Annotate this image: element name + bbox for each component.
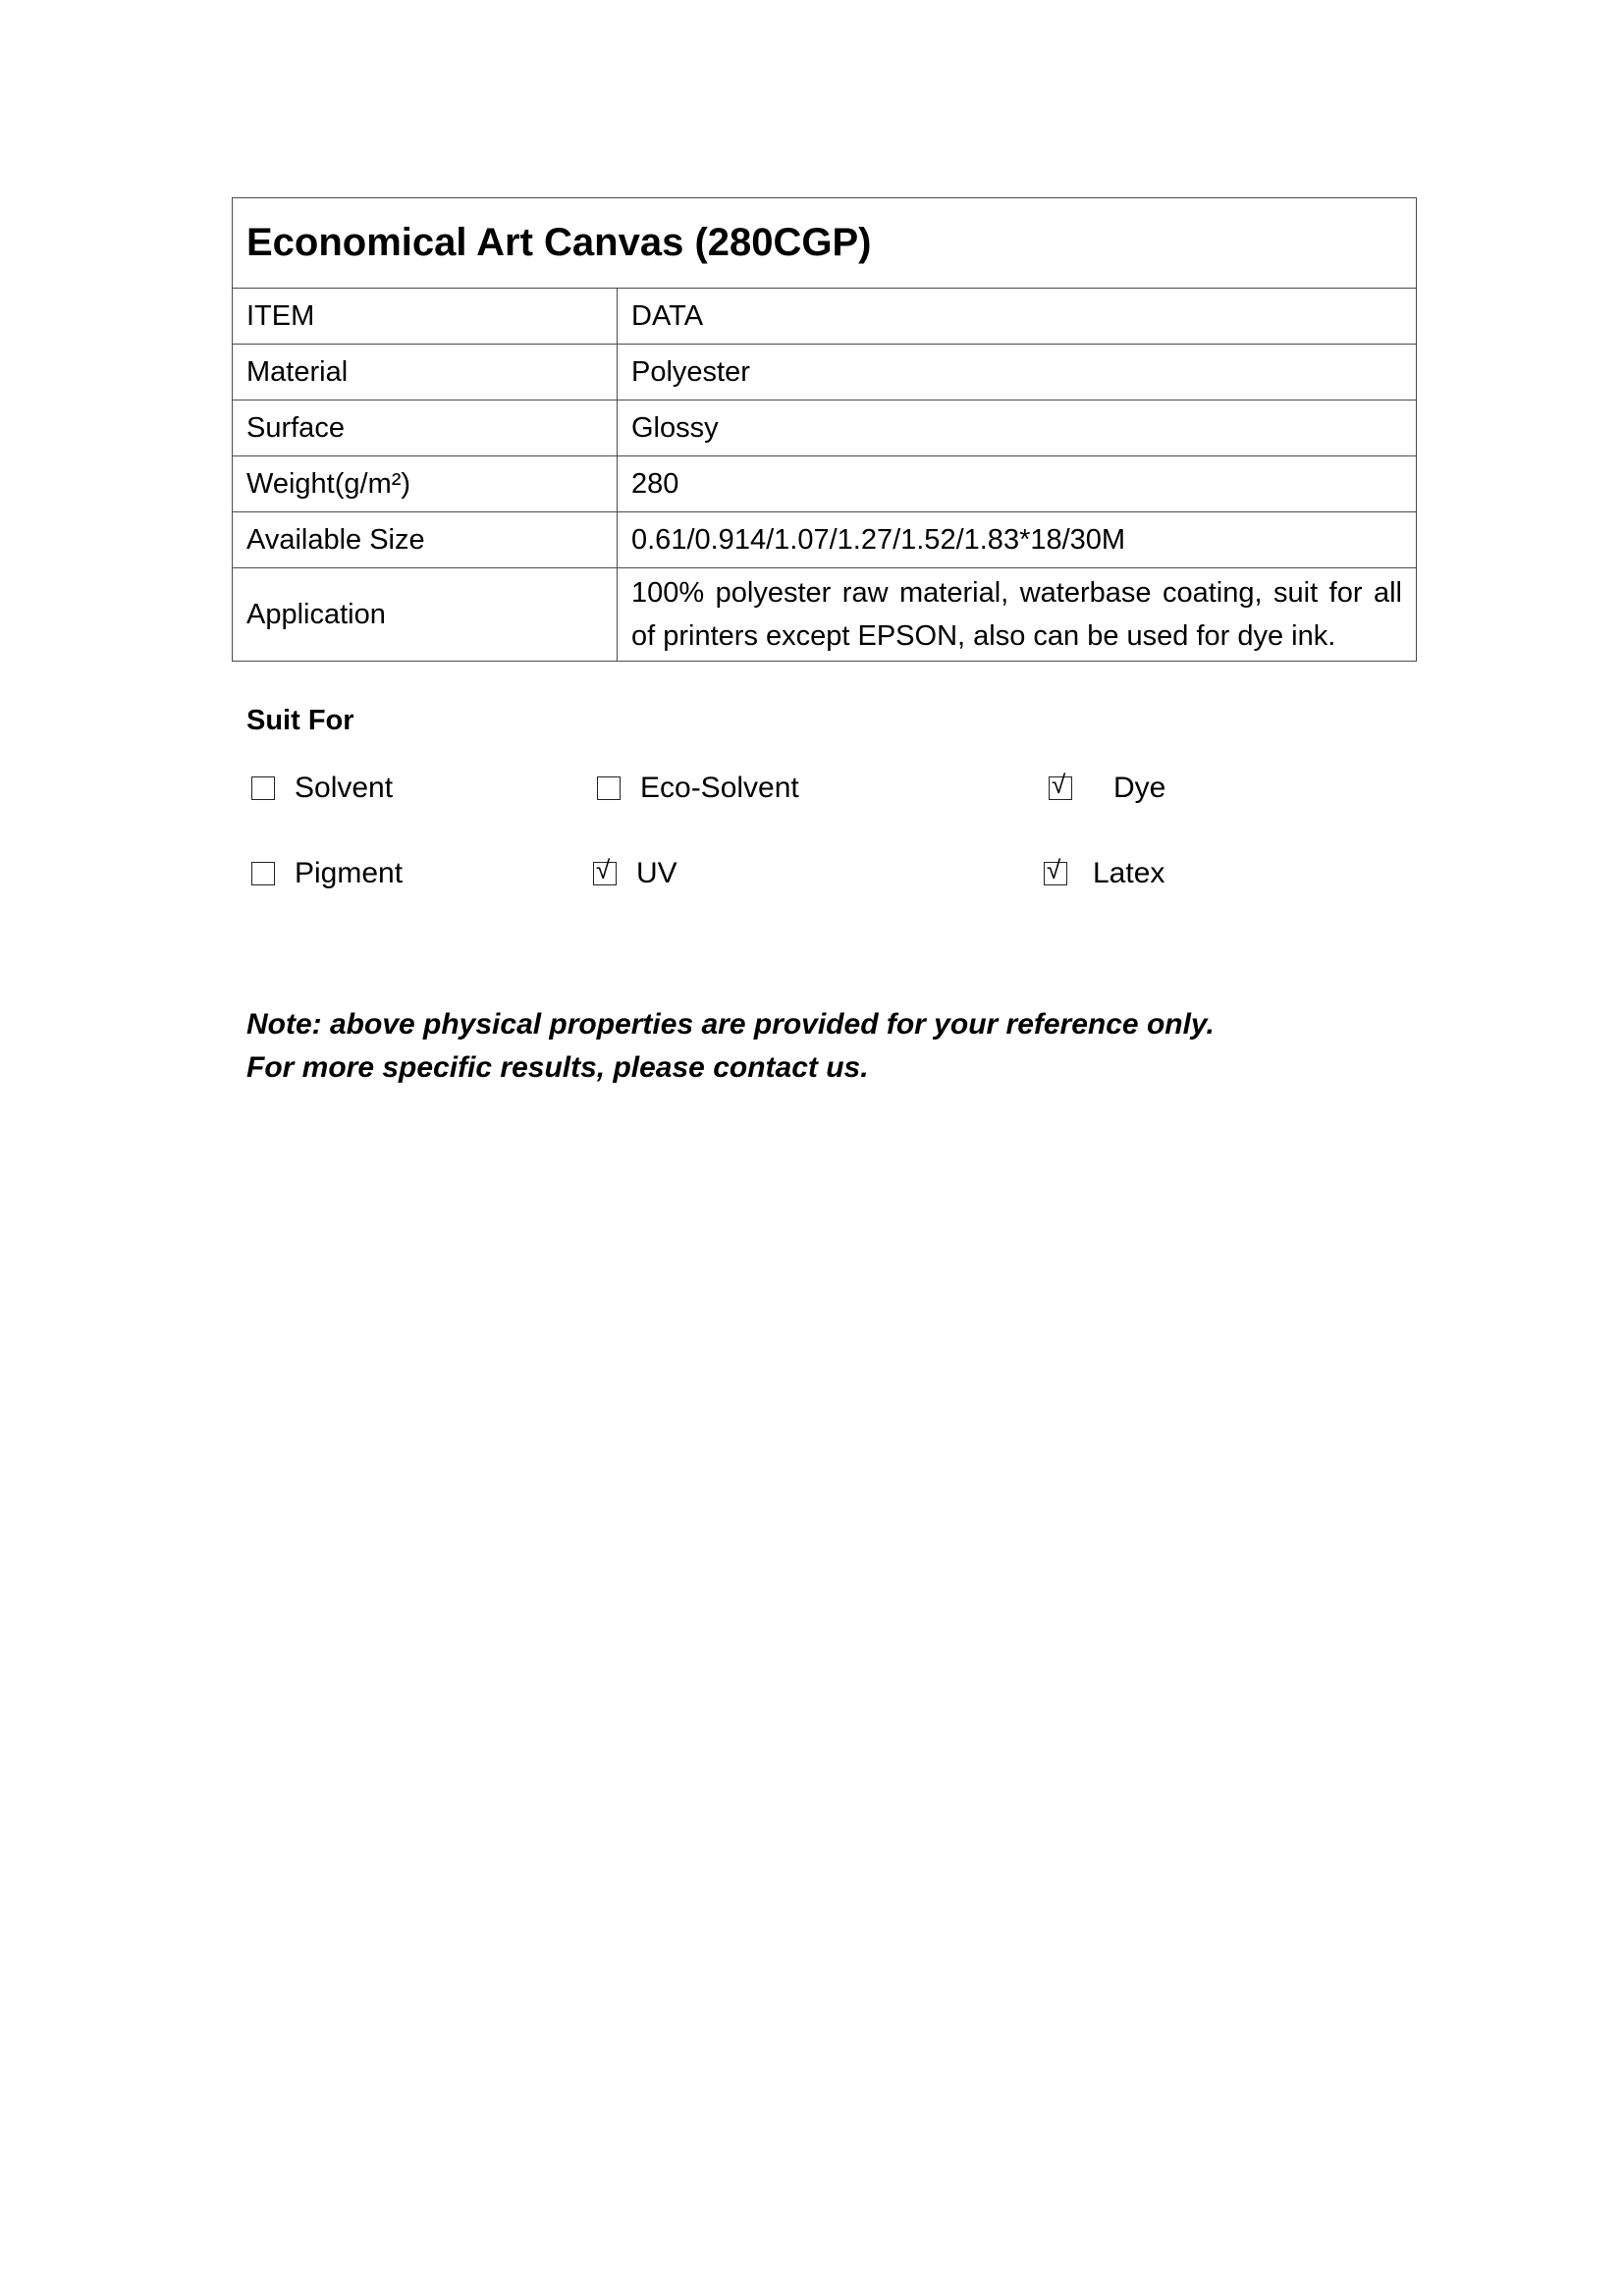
note-line: Note: above physical properties are provided for your reference only. <box>246 1008 1215 1041</box>
checkbox-icon <box>1049 770 1072 800</box>
row-label: Available Size <box>233 512 618 568</box>
table-row <box>233 456 1417 512</box>
table-header-row <box>233 289 1417 345</box>
row-label: Surface <box>233 400 618 456</box>
table-row <box>233 512 1417 568</box>
note-line: For more specific results, please contact us. <box>246 1051 869 1084</box>
option-label: UV <box>636 857 677 889</box>
row-label: Material <box>233 345 618 400</box>
option-label: Latex <box>1093 857 1165 889</box>
row-label: Weight(g/m²) <box>233 456 618 512</box>
option-uv <box>593 857 677 890</box>
checkbox-icon <box>251 862 275 885</box>
check-mark-icon: √ <box>1052 770 1066 799</box>
option-label: Pigment <box>295 857 404 889</box>
header-data: DATA <box>618 289 1417 345</box>
table-row <box>233 568 1417 662</box>
row-value: 100% polyester raw material, waterbase coating, suit for all of printers except EPSON, also can be used for dye ink. <box>618 568 1417 662</box>
option-latex <box>1044 857 1164 890</box>
check-mark-icon: √ <box>1047 855 1061 884</box>
checkbox-icon <box>251 776 275 800</box>
spec-table <box>232 197 1417 662</box>
option-label: Eco-Solvent <box>640 772 799 804</box>
row-value: 280 <box>618 456 1417 512</box>
row-value: 0.61/0.914/1.07/1.27/1.52/1.83*18/30M <box>618 512 1417 568</box>
row-value: Polyester <box>618 345 1417 400</box>
option-label: Dye <box>1113 772 1166 804</box>
suit-for-heading: Suit For <box>246 705 354 736</box>
option-solvent <box>251 772 393 805</box>
table-row <box>233 345 1417 400</box>
option-label: Solvent <box>295 772 394 804</box>
check-mark-icon: √ <box>596 855 611 884</box>
reference-note <box>246 1003 1215 1090</box>
checkbox-icon <box>597 776 621 800</box>
checkbox-icon <box>593 855 617 885</box>
option-dye <box>1049 772 1165 805</box>
row-value: Glossy <box>618 400 1417 456</box>
row-label: Application <box>233 568 618 662</box>
table-row <box>233 400 1417 456</box>
option-pigment <box>251 857 403 890</box>
product-title: Economical Art Canvas (280CGP) <box>233 198 1417 289</box>
header-item: ITEM <box>233 289 618 345</box>
checkbox-icon <box>1044 855 1067 885</box>
option-eco-solvent <box>597 772 799 805</box>
